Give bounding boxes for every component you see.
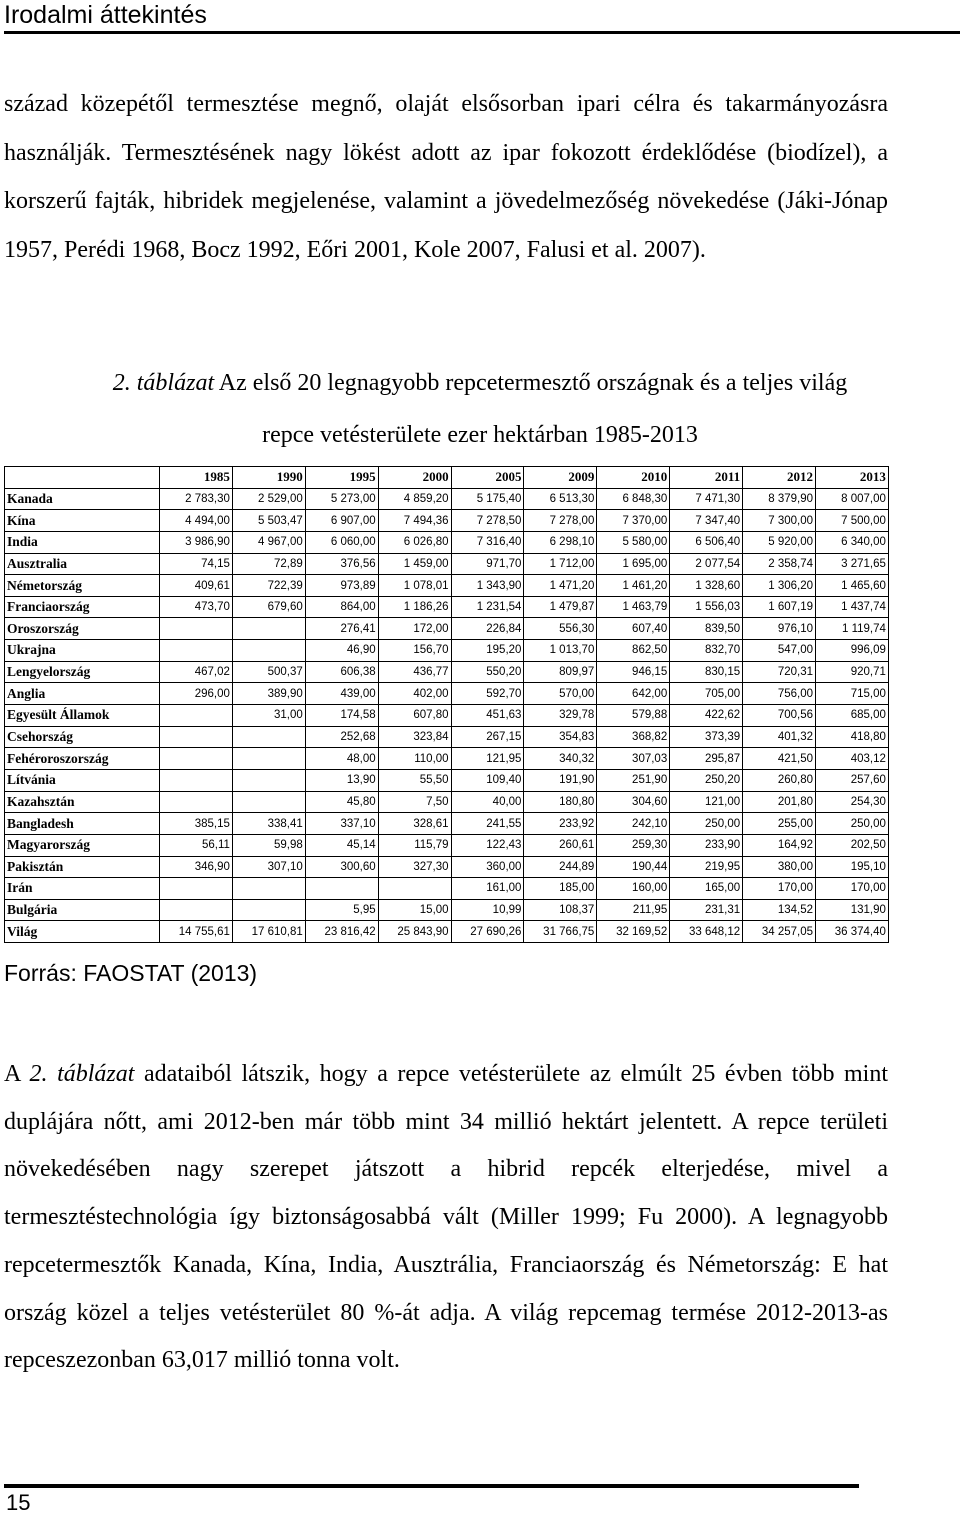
table-cell: 251,90 <box>597 769 670 791</box>
table-cell: 401,32 <box>743 726 816 748</box>
table-cell: 1 328,60 <box>670 575 743 597</box>
table-cell: 607,40 <box>597 618 670 640</box>
country-name: Csehország <box>5 726 160 748</box>
table-cell: 4 967,00 <box>232 531 305 553</box>
table-cell: 550,20 <box>451 661 524 683</box>
table-cell: 7 347,40 <box>670 510 743 532</box>
table-cell: 700,56 <box>743 705 816 727</box>
table-cell: 864,00 <box>305 596 378 618</box>
table-row <box>5 596 889 618</box>
table-cell: 242,10 <box>597 813 670 835</box>
table-cell: 244,89 <box>524 856 597 878</box>
table-cell: 6 506,40 <box>670 531 743 553</box>
table-cell: 110,00 <box>378 748 451 770</box>
table-cell: 23 816,42 <box>305 921 378 943</box>
table-cell: 8 379,90 <box>743 488 816 510</box>
year-header: 2011 <box>670 467 743 489</box>
table-cell: 1 463,79 <box>597 596 670 618</box>
table-cell: 3 986,90 <box>160 531 233 553</box>
table-cell: 202,50 <box>816 834 889 856</box>
year-header: 2013 <box>816 467 889 489</box>
table-cell: 8 007,00 <box>816 488 889 510</box>
table-cell: 45,80 <box>305 791 378 813</box>
table-cell: 7 471,30 <box>670 488 743 510</box>
table-cell: 328,61 <box>378 813 451 835</box>
table-cell: 1 013,70 <box>524 640 597 662</box>
table-cell: 6 513,30 <box>524 488 597 510</box>
country-name: Pakisztán <box>5 856 160 878</box>
table-cell: 27 690,26 <box>451 921 524 943</box>
table-cell: 170,00 <box>743 878 816 900</box>
table-cell: 5 503,47 <box>232 510 305 532</box>
table-row <box>5 488 889 510</box>
table-cell: 195,10 <box>816 856 889 878</box>
table-cell: 373,39 <box>670 726 743 748</box>
table-cell: 5,95 <box>305 899 378 921</box>
table-cell: 5 920,00 <box>743 531 816 553</box>
year-header: 1990 <box>232 467 305 489</box>
year-header: 2009 <box>524 467 597 489</box>
table-row <box>5 899 889 921</box>
table-cell <box>232 640 305 662</box>
table-cell: 46,90 <box>305 640 378 662</box>
table-row <box>5 813 889 835</box>
table-cell: 134,52 <box>743 899 816 921</box>
table-cell: 360,00 <box>451 856 524 878</box>
table-cell: 250,00 <box>816 813 889 835</box>
table-cell: 6 298,10 <box>524 531 597 553</box>
table-cell: 385,15 <box>160 813 233 835</box>
table-cell: 2 529,00 <box>232 488 305 510</box>
table-cell: 250,20 <box>670 769 743 791</box>
table-cell: 685,00 <box>816 705 889 727</box>
table-cell: 338,41 <box>232 813 305 835</box>
country-name: Anglia <box>5 683 160 705</box>
table-cell: 48,00 <box>305 748 378 770</box>
table-cell: 1 119,74 <box>816 618 889 640</box>
table-cell: 267,15 <box>451 726 524 748</box>
table-cell: 5 273,00 <box>305 488 378 510</box>
table-cell: 233,90 <box>670 834 743 856</box>
table-cell: 7 500,00 <box>816 510 889 532</box>
table-cell: 252,68 <box>305 726 378 748</box>
table-cell: 7 316,40 <box>451 531 524 553</box>
table-cell: 250,00 <box>670 813 743 835</box>
table-cell: 2 358,74 <box>743 553 816 575</box>
table-cell: 32 169,52 <box>597 921 670 943</box>
table-row <box>5 769 889 791</box>
table-corner-cell <box>5 467 160 489</box>
footer-rule <box>4 1484 859 1488</box>
table-row <box>5 661 889 683</box>
year-header: 2010 <box>597 467 670 489</box>
table-cell: 402,00 <box>378 683 451 705</box>
table-cell: 6 907,00 <box>305 510 378 532</box>
table-cell: 839,50 <box>670 618 743 640</box>
table-cell: 946,15 <box>597 661 670 683</box>
table-cell: 337,10 <box>305 813 378 835</box>
table-cell <box>160 705 233 727</box>
table-cell: 976,10 <box>743 618 816 640</box>
table-row <box>5 878 889 900</box>
country-name: Irán <box>5 878 160 900</box>
table-cell: 1 556,03 <box>670 596 743 618</box>
table-cell: 31 766,75 <box>524 921 597 943</box>
table-row <box>5 856 889 878</box>
header-rule <box>4 31 960 34</box>
table-cell: 7 300,00 <box>743 510 816 532</box>
table-cell: 4 494,00 <box>160 510 233 532</box>
table-cell: 14 755,61 <box>160 921 233 943</box>
table-cell: 195,20 <box>451 640 524 662</box>
table-cell: 1 695,00 <box>597 553 670 575</box>
table-cell <box>160 726 233 748</box>
table-cell <box>160 769 233 791</box>
table-cell <box>160 748 233 770</box>
table-cell: 295,87 <box>670 748 743 770</box>
table-cell: 180,80 <box>524 791 597 813</box>
table-cell: 231,31 <box>670 899 743 921</box>
table-cell: 55,50 <box>378 769 451 791</box>
table-cell: 5 175,40 <box>451 488 524 510</box>
table-cell: 72,89 <box>232 553 305 575</box>
country-name: Németország <box>5 575 160 597</box>
table-cell: 327,30 <box>378 856 451 878</box>
table-cell: 6 848,30 <box>597 488 670 510</box>
table-cell: 7 278,50 <box>451 510 524 532</box>
table-cell: 1 479,87 <box>524 596 597 618</box>
year-header: 1985 <box>160 467 233 489</box>
country-name: Franciaország <box>5 596 160 618</box>
country-name: Fehéroroszország <box>5 748 160 770</box>
table-row <box>5 921 889 943</box>
table-cell: 346,90 <box>160 856 233 878</box>
table-cell: 830,15 <box>670 661 743 683</box>
source-note: Forrás: FAOSTAT (2013) <box>4 960 258 986</box>
table-cell: 389,90 <box>232 683 305 705</box>
table-cell: 832,70 <box>670 640 743 662</box>
table-cell: 1 231,54 <box>451 596 524 618</box>
table-cell <box>160 878 233 900</box>
table-cell: 1 607,19 <box>743 596 816 618</box>
table-cell <box>232 618 305 640</box>
table-cell: 403,12 <box>816 748 889 770</box>
table-cell: 421,50 <box>743 748 816 770</box>
table-cell: 45,14 <box>305 834 378 856</box>
table-cell: 1 078,01 <box>378 575 451 597</box>
table-cell: 606,38 <box>305 661 378 683</box>
table-cell: 570,00 <box>524 683 597 705</box>
table-cell: 592,70 <box>451 683 524 705</box>
discussion-table-ref: 2. táblázat <box>29 1061 135 1087</box>
table-cell <box>378 878 451 900</box>
country-name: Bulgária <box>5 899 160 921</box>
table-row <box>5 748 889 770</box>
table-row <box>5 791 889 813</box>
table-cell: 354,83 <box>524 726 597 748</box>
table-cell: 556,30 <box>524 618 597 640</box>
table-cell: 5 580,00 <box>597 531 670 553</box>
table-cell: 15,00 <box>378 899 451 921</box>
country-name: Egyesült Államok <box>5 705 160 727</box>
table-cell: 607,80 <box>378 705 451 727</box>
country-name: Ausztralia <box>5 553 160 575</box>
table-cell: 862,50 <box>597 640 670 662</box>
country-name: Kazahsztán <box>5 791 160 813</box>
table-cell: 4 859,20 <box>378 488 451 510</box>
country-name: Ukrajna <box>5 640 160 662</box>
table-cell <box>160 640 233 662</box>
table-cell: 451,63 <box>451 705 524 727</box>
country-name: Világ <box>5 921 160 943</box>
country-name: Lengyelország <box>5 661 160 683</box>
table-cell: 257,60 <box>816 769 889 791</box>
table-cell: 233,92 <box>524 813 597 835</box>
table-cell: 185,00 <box>524 878 597 900</box>
table-cell: 307,10 <box>232 856 305 878</box>
table-cell: 17 610,81 <box>232 921 305 943</box>
table-cell: 165,00 <box>670 878 743 900</box>
table-cell: 201,80 <box>743 791 816 813</box>
intro-paragraph: század közepétől termesztése megnő, olaját elsősorban ipari célra és takarmányozásra használják. Termesztésének nagy lökést adott az ipar fokozott érdeklődése (biodízel), a korszerű fajták, hibridek megjelenése, valamint a jövedelmezőség növekedése (Jáki-Jónap 1957, Perédi 1968, Bocz 1992, Eőri 2001, Kole 2007, Falusi et al. 2007). <box>4 91 888 263</box>
table-cell: 467,02 <box>160 661 233 683</box>
table-cell: 679,60 <box>232 596 305 618</box>
table-cell: 108,37 <box>524 899 597 921</box>
table-cell: 722,39 <box>232 575 305 597</box>
table-cell: 161,00 <box>451 878 524 900</box>
table-cell <box>232 899 305 921</box>
table-cell <box>232 769 305 791</box>
table-cell: 323,84 <box>378 726 451 748</box>
table-cell: 254,30 <box>816 791 889 813</box>
table-row <box>5 618 889 640</box>
discussion-prefix: A <box>4 1061 30 1087</box>
caption-text: Az első 20 legnagyobb repcetermesztő országnak és a teljes világ <box>214 370 848 396</box>
table-cell: 31,00 <box>232 705 305 727</box>
table-cell: 25 843,90 <box>378 921 451 943</box>
table-cell: 121,95 <box>451 748 524 770</box>
table-row <box>5 531 889 553</box>
country-name: Bangladesh <box>5 813 160 835</box>
table-cell: 109,40 <box>451 769 524 791</box>
table-row <box>5 683 889 705</box>
table-cell: 156,70 <box>378 640 451 662</box>
table-cell: 973,89 <box>305 575 378 597</box>
table-cell: 296,00 <box>160 683 233 705</box>
table-caption <box>0 370 960 397</box>
table-cell: 7 494,36 <box>378 510 451 532</box>
table-cell: 473,70 <box>160 596 233 618</box>
table-cell: 36 374,40 <box>816 921 889 943</box>
table-cell: 756,00 <box>743 683 816 705</box>
table-cell: 418,80 <box>816 726 889 748</box>
table-header-row <box>5 467 889 489</box>
country-name: Kína <box>5 510 160 532</box>
table-cell: 376,56 <box>305 553 378 575</box>
table-caption-line2: repce vetésterülete ezer hektárban 1985-2013 <box>262 422 698 448</box>
table-cell: 3 271,65 <box>816 553 889 575</box>
table-cell: 809,97 <box>524 661 597 683</box>
table-cell <box>160 791 233 813</box>
table-row <box>5 705 889 727</box>
table-cell: 642,00 <box>597 683 670 705</box>
table-cell <box>232 791 305 813</box>
caption-label: 2. táblázat <box>112 370 215 396</box>
table-cell: 1 712,00 <box>524 553 597 575</box>
table-cell: 255,00 <box>743 813 816 835</box>
table-cell: 56,11 <box>160 834 233 856</box>
country-name: Oroszország <box>5 618 160 640</box>
table-cell: 172,00 <box>378 618 451 640</box>
table-cell: 122,43 <box>451 834 524 856</box>
table-cell <box>232 878 305 900</box>
table-cell: 121,00 <box>670 791 743 813</box>
table-cell: 340,32 <box>524 748 597 770</box>
discussion-paragraph <box>4 1051 888 1385</box>
table-cell: 1 465,60 <box>816 575 889 597</box>
table-cell: 715,00 <box>816 683 889 705</box>
table-cell: 971,70 <box>451 553 524 575</box>
country-name: Lítvánia <box>5 769 160 791</box>
discussion-text: adataiból látszik, hogy a repce vetésterülete az elmúlt 25 évben több mint duplájára nőtt, ami 2012-ben már több mint 34 millió hektárt jelentett. A repce területi növekedésében nagy szerepet játszott a hibrid repcék elterjedése, mivel a termesztéstechnológia így biztonságosabbá vált (Miller 1999; Fu 2000). A legnagyobb repcetermesztők Kanada, Kína, India, Ausztrália, Franciaország és Németország: E hat ország közel a teljes vetésterület 80 %-át adja. A világ repcemag termése 2012-2013-as repceszezonban 63,017 millió tonna volt. <box>4 1061 888 1374</box>
table-cell: 2 077,54 <box>670 553 743 575</box>
table-cell: 409,61 <box>160 575 233 597</box>
table-cell: 329,78 <box>524 705 597 727</box>
table-cell: 1 343,90 <box>451 575 524 597</box>
table-cell: 1 459,00 <box>378 553 451 575</box>
table-cell: 7 370,00 <box>597 510 670 532</box>
table-cell: 920,71 <box>816 661 889 683</box>
table-cell: 260,80 <box>743 769 816 791</box>
table-cell: 74,15 <box>160 553 233 575</box>
year-header: 1995 <box>305 467 378 489</box>
table-cell: 131,90 <box>816 899 889 921</box>
table-cell: 211,95 <box>597 899 670 921</box>
table-cell: 164,92 <box>743 834 816 856</box>
table-cell: 439,00 <box>305 683 378 705</box>
table-cell: 500,37 <box>232 661 305 683</box>
table-cell: 1 437,74 <box>816 596 889 618</box>
table-cell: 160,00 <box>597 878 670 900</box>
table-cell: 547,00 <box>743 640 816 662</box>
table-row <box>5 510 889 532</box>
table-cell: 720,31 <box>743 661 816 683</box>
table-cell: 6 340,00 <box>816 531 889 553</box>
table-cell: 436,77 <box>378 661 451 683</box>
year-header: 2000 <box>378 467 451 489</box>
table-cell: 190,44 <box>597 856 670 878</box>
table-cell <box>232 726 305 748</box>
table-cell: 13,90 <box>305 769 378 791</box>
rapeseed-area-table <box>4 466 889 943</box>
table-row <box>5 726 889 748</box>
table-cell: 59,98 <box>232 834 305 856</box>
table-cell: 6 060,00 <box>305 531 378 553</box>
table-cell: 191,90 <box>524 769 597 791</box>
page-number: 15 <box>6 1490 31 1515</box>
table-cell: 219,95 <box>670 856 743 878</box>
table-cell: 307,03 <box>597 748 670 770</box>
table-cell: 1 306,20 <box>743 575 816 597</box>
table-cell: 1 471,20 <box>524 575 597 597</box>
table-cell: 300,60 <box>305 856 378 878</box>
table-cell: 40,00 <box>451 791 524 813</box>
table-cell <box>160 899 233 921</box>
table-cell: 276,41 <box>305 618 378 640</box>
table-cell: 1 186,26 <box>378 596 451 618</box>
running-header: Irodalmi áttekintés <box>4 1 207 29</box>
table-cell: 705,00 <box>670 683 743 705</box>
table-cell: 226,84 <box>451 618 524 640</box>
table-cell <box>160 618 233 640</box>
table-cell: 10,99 <box>451 899 524 921</box>
table-cell: 34 257,05 <box>743 921 816 943</box>
year-header: 2005 <box>451 467 524 489</box>
table-cell: 1 461,20 <box>597 575 670 597</box>
table-cell: 422,62 <box>670 705 743 727</box>
table-row <box>5 553 889 575</box>
table-cell: 2 783,30 <box>160 488 233 510</box>
country-name: India <box>5 531 160 553</box>
table-cell: 368,82 <box>597 726 670 748</box>
table-row <box>5 575 889 597</box>
table-cell: 115,79 <box>378 834 451 856</box>
table-cell <box>305 878 378 900</box>
country-name: Magyarország <box>5 834 160 856</box>
table-cell <box>232 748 305 770</box>
year-header: 2012 <box>743 467 816 489</box>
table-cell: 174,58 <box>305 705 378 727</box>
table-cell: 241,55 <box>451 813 524 835</box>
table-cell: 170,00 <box>816 878 889 900</box>
table-cell: 7 278,00 <box>524 510 597 532</box>
table-cell: 260,61 <box>524 834 597 856</box>
table-cell: 579,88 <box>597 705 670 727</box>
country-name: Kanada <box>5 488 160 510</box>
table-cell: 6 026,80 <box>378 531 451 553</box>
table-cell: 7,50 <box>378 791 451 813</box>
table-cell: 380,00 <box>743 856 816 878</box>
table-cell: 304,60 <box>597 791 670 813</box>
table-cell: 996,09 <box>816 640 889 662</box>
table-cell: 33 648,12 <box>670 921 743 943</box>
table-cell: 259,30 <box>597 834 670 856</box>
table-row <box>5 640 889 662</box>
table-row <box>5 834 889 856</box>
